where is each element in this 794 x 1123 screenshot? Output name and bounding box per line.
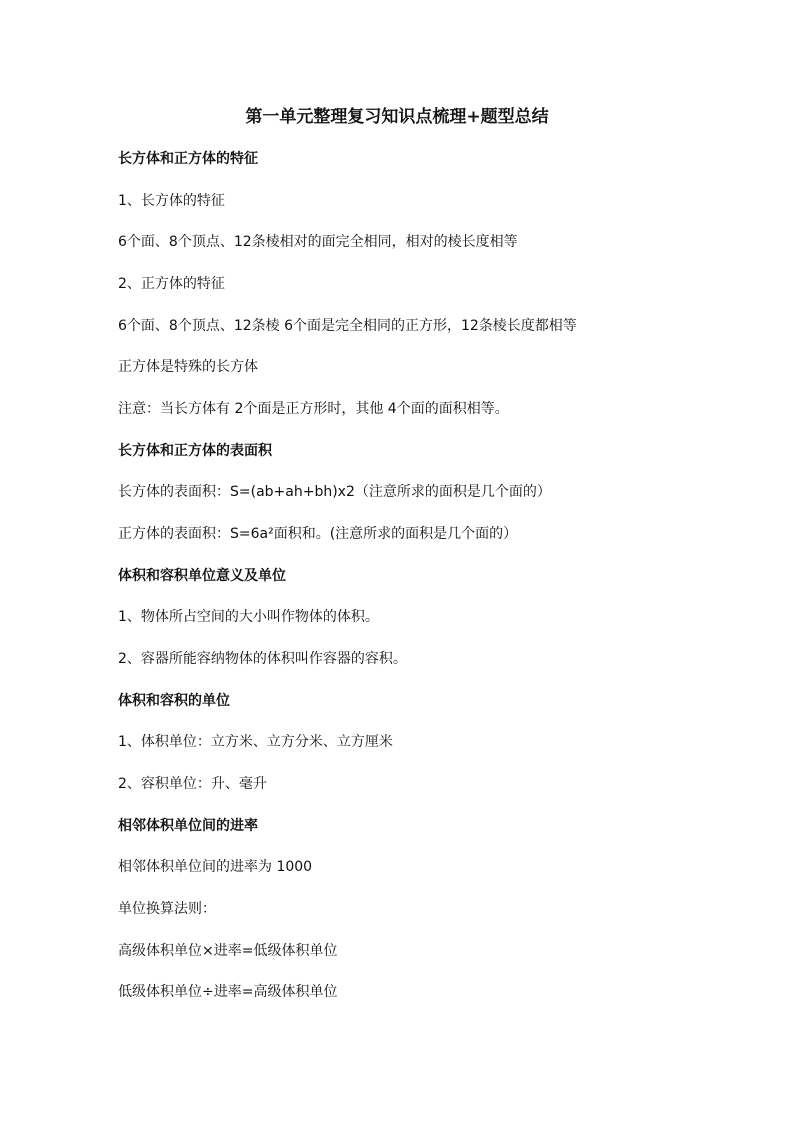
section-heading-volume-meaning: 体积和容积单位意义及单位 [118, 568, 286, 584]
capacity-definition: 2、容器所能容纳物体的体积叫作容器的容积。 [118, 651, 407, 667]
cube-features-text: 6个面、8个顶点、12条棱 6个面是完全相同的正方形，12条棱长度都相等 [118, 318, 577, 334]
conversion-rule-divide: 低级体积单位÷进率=高级体积单位 [118, 984, 338, 1000]
cuboid-surface-area-formula: 长方体的表面积：S=(ab+ah+bh)x2（注意所求的面积是几个面的） [118, 484, 551, 500]
section-heading-features: 长方体和正方体的特征 [118, 151, 258, 167]
section-heading-surface-area: 长方体和正方体的表面积 [118, 443, 272, 459]
capacity-units: 2、容积单位：升、毫升 [118, 776, 267, 792]
cube-features-label: 2、正方体的特征 [118, 276, 225, 292]
conversion-rule-multiply: 高级体积单位×进率=低级体积单位 [118, 943, 338, 959]
cube-special-cuboid-text: 正方体是特殊的长方体 [118, 359, 258, 375]
cube-surface-area-formula: 正方体的表面积：S=6a²面积和。(注意所求的面积是几个面的） [118, 526, 518, 542]
conversion-rule-label: 单位换算法则： [118, 901, 216, 917]
conversion-rate-text: 相邻体积单位间的进率为 1000 [118, 859, 313, 875]
cuboid-features-text: 6个面、8个顶点、12条棱相对的面完全相同，相对的棱长度相等 [118, 234, 518, 250]
section-heading-units: 体积和容积的单位 [118, 693, 230, 709]
volume-units: 1、体积单位：立方米、立方分米、立方厘米 [118, 734, 393, 750]
section-heading-conversion-rate: 相邻体积单位间的进率 [118, 818, 258, 834]
volume-definition: 1、物体所占空间的大小叫作物体的体积。 [118, 609, 379, 625]
page-title: 第一单元整理复习知识点梳理+题型总结 [245, 107, 549, 127]
cuboid-features-label: 1、长方体的特征 [118, 193, 225, 209]
note-text: 注意：当长方体有 2个面是正方形时，其他 4个面的面积相等。 [118, 401, 509, 417]
